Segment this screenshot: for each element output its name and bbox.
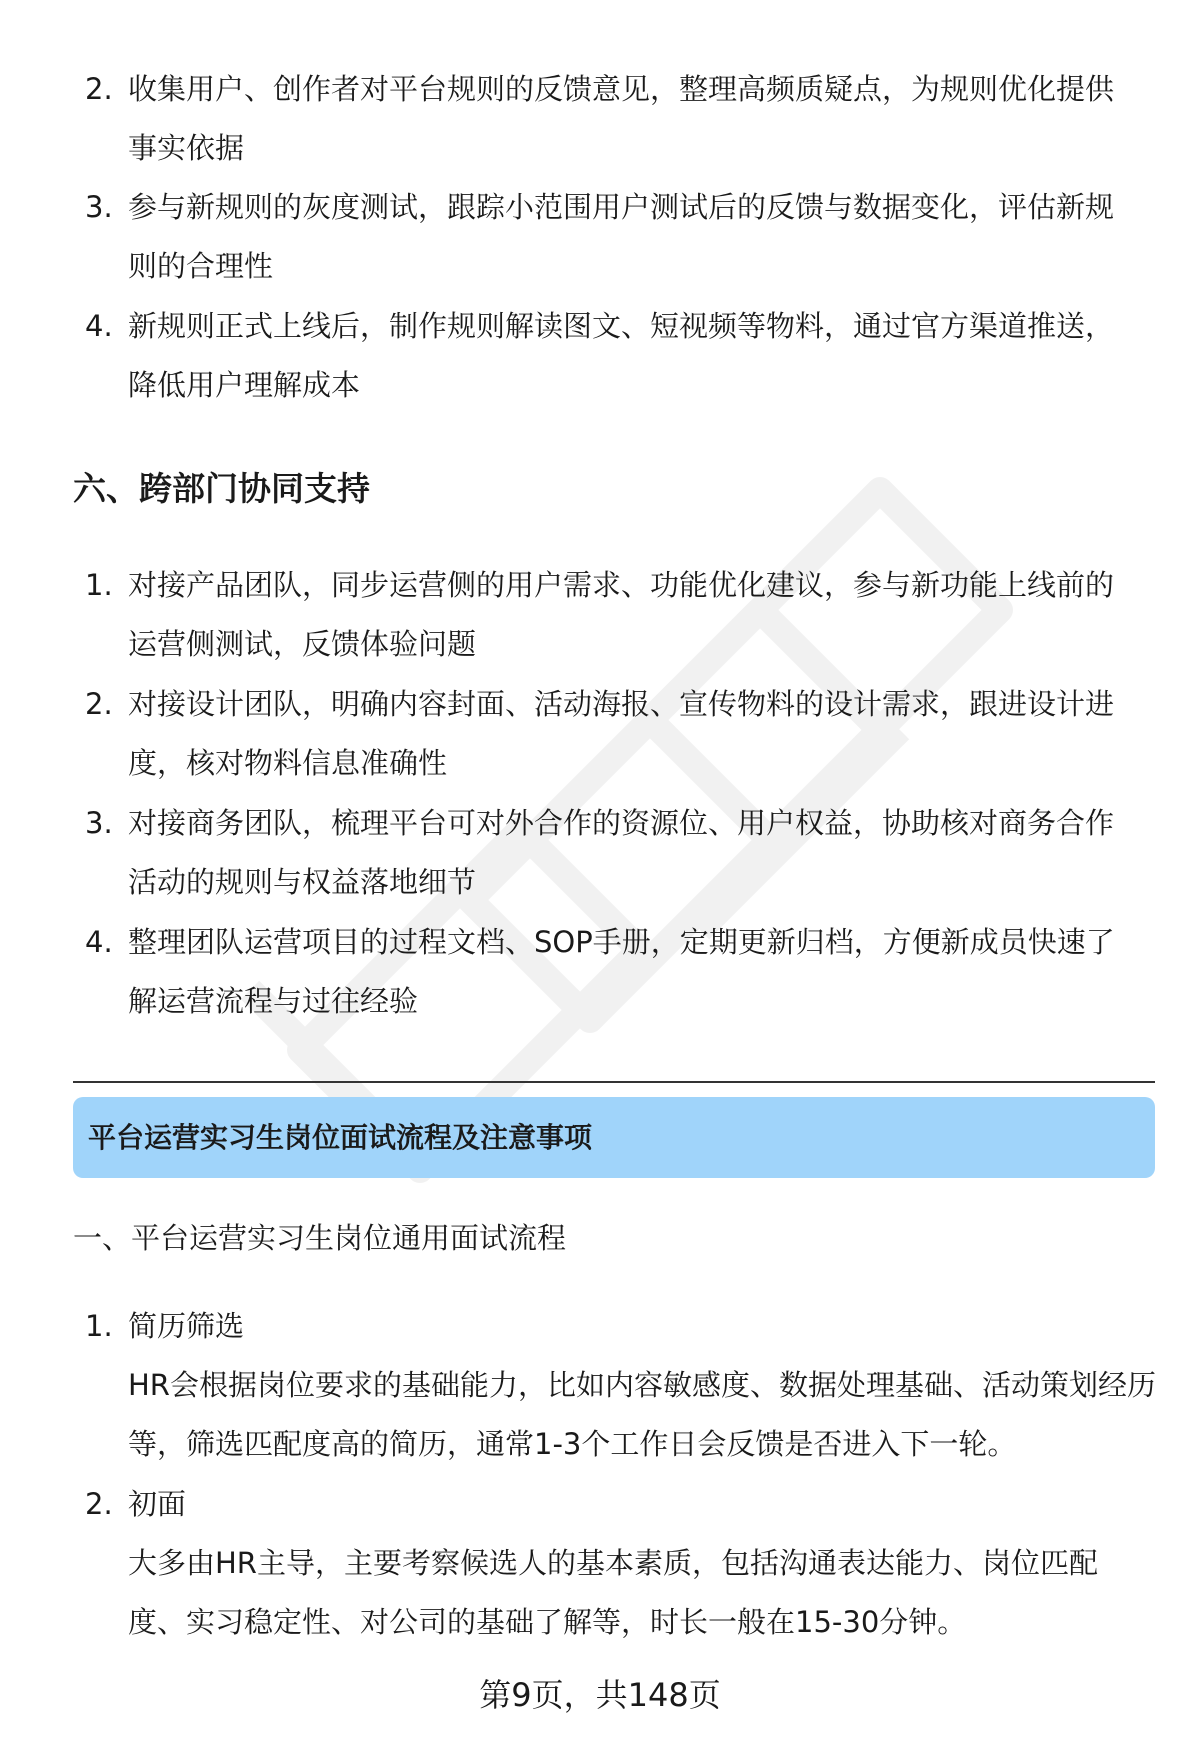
list-text: 对接商务团队，梳理平台可对外合作的资源位、用户权益，协助核对商务合作活动的规则与权益落地细节 <box>128 806 1115 899</box>
list-text: 整理团队运营项目的过程文档、SOP手册，定期更新归档，方便新成员快速了解运营流程与过往经验 <box>128 925 1115 1018</box>
section-divider <box>73 1081 1155 1083</box>
page-footer: 第9页，共148页 <box>479 1676 721 1714</box>
step-title: 初面 <box>128 1487 187 1521</box>
chapter-banner <box>73 1097 1155 1178</box>
list-number: 4. <box>85 925 113 959</box>
step-number: 2. <box>85 1487 113 1521</box>
step-title: 简历筛选 <box>128 1309 245 1343</box>
subsection-heading: 一、平台运营实习生岗位通用面试流程 <box>73 1221 567 1255</box>
list-number: 2. <box>85 687 113 721</box>
step-desc-text: 大多由HR主导，主要考察候选人的基本素质，包括沟通表达能力、岗位匹配度、实习稳定性、对公司的基础了解等，时长一般在15-30分钟。 <box>128 1546 1098 1639</box>
list-number: 4. <box>85 309 113 343</box>
list-text: 对接产品团队，同步运营侧的用户需求、功能优化建议，参与新功能上线前的运营侧测试，反馈体验问题 <box>128 568 1115 661</box>
list-number: 2. <box>85 72 113 106</box>
list-number: 1. <box>85 568 113 602</box>
list-text: 对接设计团队，明确内容封面、活动海报、宣传物料的设计需求，跟进设计进度，核对物料信息准确性 <box>128 687 1115 780</box>
list-text: 参与新规则的灰度测试，跟踪小范围用户测试后的反馈与数据变化，评估新规则的合理性 <box>128 190 1115 283</box>
list-text: 收集用户、创作者对平台规则的反馈意见，整理高频质疑点，为规则优化提供事实依据 <box>128 72 1115 165</box>
step-number: 1. <box>85 1309 113 1343</box>
list-number: 3. <box>85 190 113 224</box>
list-text: 新规则正式上线后，制作规则解读图文、短视频等物料，通过官方渠道推送，降低用户理解成本 <box>128 309 1115 402</box>
step-desc-text: HR会根据岗位要求的基础能力，比如内容敏感度、数据处理基础、活动策划经历等，筛选匹配度高的简历，通常1-3个工作日会反馈是否进入下一轮。 <box>128 1368 1156 1461</box>
list-number: 3. <box>85 806 113 840</box>
section-heading: 六、跨部门协同支持 <box>73 469 370 508</box>
banner-title: 平台运营实习生岗位面试流程及注意事项 <box>88 1121 593 1154</box>
